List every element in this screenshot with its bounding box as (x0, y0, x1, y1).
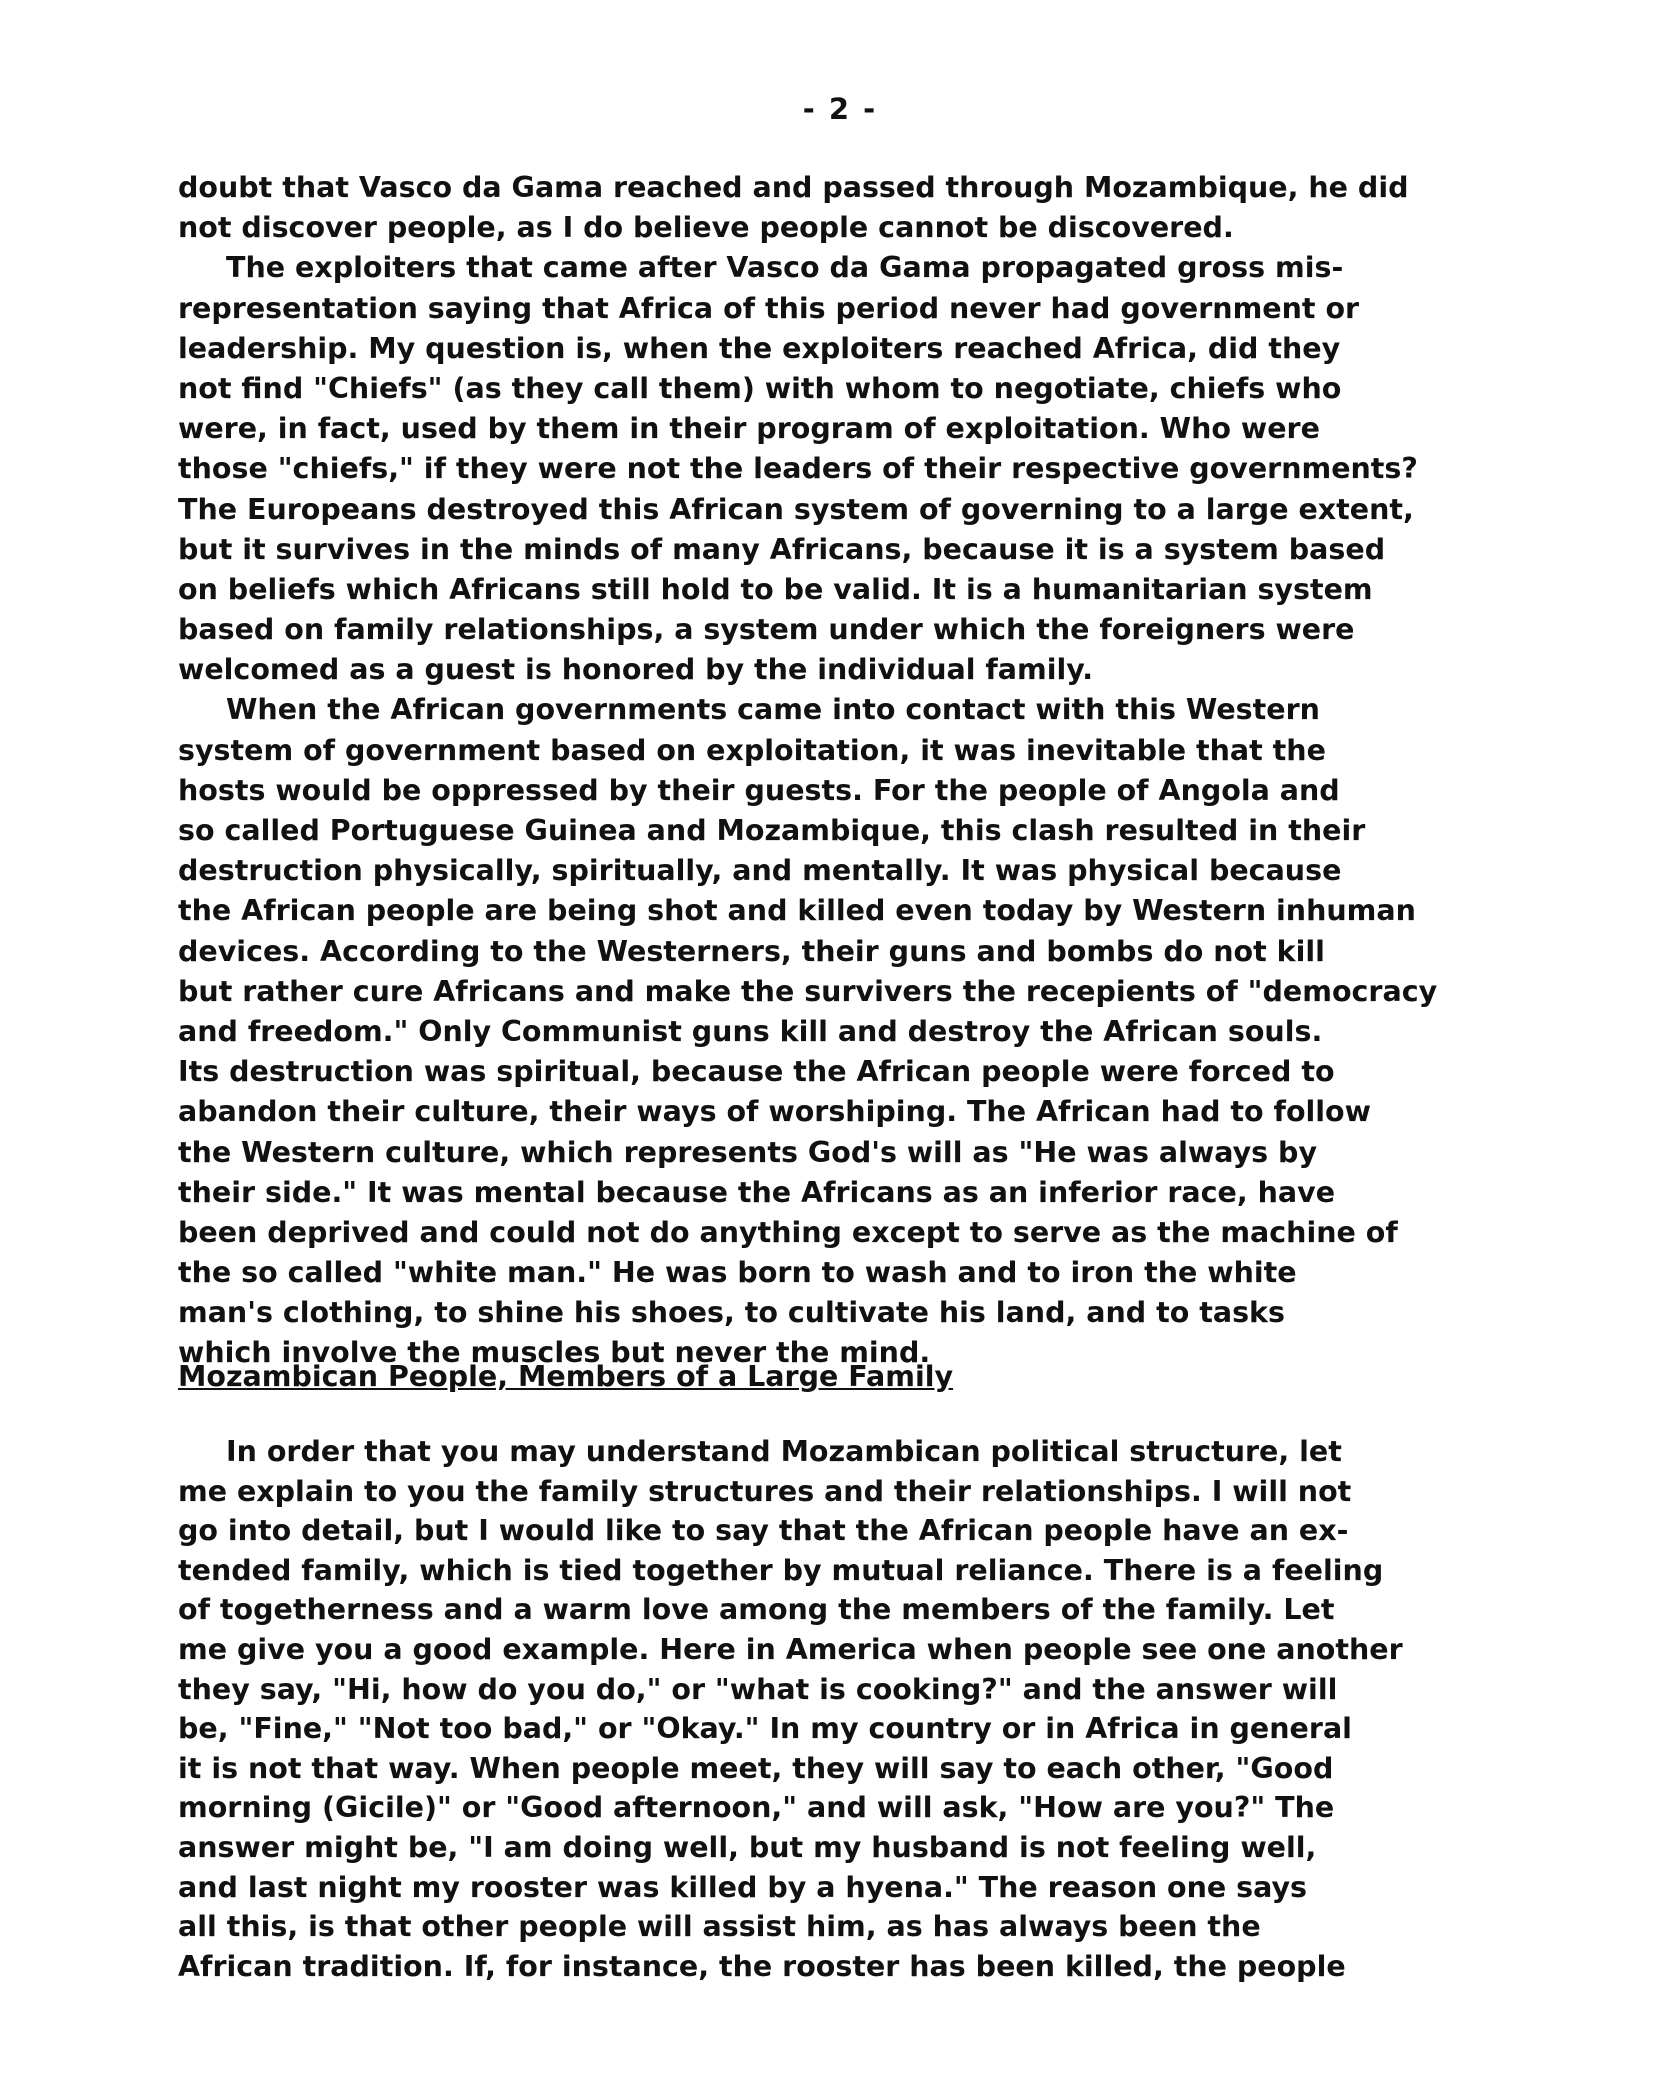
text-line: abandon their culture, their ways of worshiping. The African had to follow (178, 1095, 1371, 1129)
text-line: system of government based on exploitation, it was inevitable that the (178, 733, 1326, 767)
text-line: me give you a good example. Here in America when people see one another (178, 1632, 1403, 1666)
text-line: their side." It was mental because the Africans as an inferior race, have (178, 1175, 1336, 1209)
text-line: In order that you may understand Mozambican political structure, let (226, 1435, 1342, 1468)
text-line: When the African governments came into contact with this Western (226, 693, 1320, 727)
paragraph-block-1 (178, 168, 1478, 1374)
text-line: been deprived and could not do anything except to serve as the machine of (178, 1215, 1398, 1249)
text-line: Its destruction was spiritual, because the African people were forced to (178, 1055, 1335, 1089)
text-line: go into detail, but I would like to say that the African people have an ex- (178, 1514, 1349, 1548)
text-line: the so called "white man." He was born to wash and to iron the white (178, 1256, 1297, 1290)
text-line: based on family relationships, a system under which the foreigners were (178, 613, 1355, 647)
text-line: so called Portuguese Guinea and Mozambique, this clash resulted in their (178, 814, 1366, 847)
text-line: be, "Fine," "Not too bad," or "Okay." In my country or in Africa in general (178, 1712, 1352, 1746)
text-line: The Europeans destroyed this African system of governing to a large extent, (178, 492, 1414, 526)
text-line: the African people are being shot and killed even today by Western inhuman (178, 894, 1416, 928)
text-line: but rather cure Africans and make the survivers the recepients of "democracy (178, 974, 1438, 1008)
text-line: not find "Chiefs" (as they call them) with whom to negotiate, chiefs who (178, 371, 1342, 405)
text-line: man's clothing, to shine his shoes, to cultivate his land, and to tasks (178, 1296, 1285, 1330)
text-line: it is not that way. When people meet, they will say to each other, "Good (178, 1751, 1334, 1785)
text-line: not discover people, as I do believe people cannot be discovered. (178, 211, 1234, 245)
paragraph-block-2 (178, 1432, 1478, 1986)
text-line: which involve the muscles but never the mind. (178, 1336, 931, 1370)
text-line: but it survives in the minds of many Africans, because it is a system based (178, 532, 1386, 566)
text-line: of togetherness and a warm love among the members of the family. Let (178, 1593, 1335, 1627)
text-line: they say, "Hi, how do you do," or "what is cooking?" and the answer will (178, 1672, 1338, 1706)
text-line: were, in fact, used by them in their program of exploitation. Who were (178, 412, 1320, 446)
text-line: the Western culture, which represents God's will as "He was always by (178, 1135, 1318, 1169)
page-number: - 2 - (802, 92, 878, 126)
text-line: those "chiefs," if they were not the leaders of their respective governments? (178, 452, 1418, 486)
text-line: tended family, which is tied together by mutual reliance. There is a feeling (178, 1553, 1384, 1587)
text-line: answer might be, "I am doing well, but my husband is not feeling well, (178, 1830, 1317, 1864)
text-line: hosts would be oppressed by their guests. For the people of Angola and (178, 773, 1340, 807)
text-line: leadership. My question is, when the exploiters reached Africa, did they (178, 331, 1341, 365)
text-line: and last night my rooster was killed by a hyena." The reason one says (178, 1870, 1308, 1904)
section-heading: Mozambican People, Members of a Large Family (178, 1360, 954, 1393)
text-line: on beliefs which Africans still hold to be valid. It is a humanitarian system (178, 572, 1373, 606)
text-line: The exploiters that came after Vasco da Gama propagated gross mis- (226, 251, 1344, 285)
text-line: representation saying that Africa of this period never had government or (178, 291, 1360, 325)
text-line: destruction physically, spiritually, and mentally. It was physical because (178, 854, 1342, 888)
text-line: African tradition. If, for instance, the rooster has been killed, the people (178, 1949, 1346, 1983)
text-line: morning (Gicile)" or "Good afternoon," and will ask, "How are you?" The (178, 1791, 1335, 1825)
text-line: and freedom." Only Communist guns kill and destroy the African souls. (178, 1014, 1323, 1048)
text-line: devices. According to the Westerners, their guns and bombs do not kill (178, 934, 1325, 968)
text-line: doubt that Vasco da Gama reached and passed through Mozambique, he did (178, 171, 1409, 204)
text-line: me explain to you the family structures and their relationships. I will not (178, 1474, 1352, 1508)
text-line: welcomed as a guest is honored by the individual family. (178, 653, 1094, 687)
text-line: all this, is that other people will assist him, as has always been the (178, 1910, 1261, 1944)
